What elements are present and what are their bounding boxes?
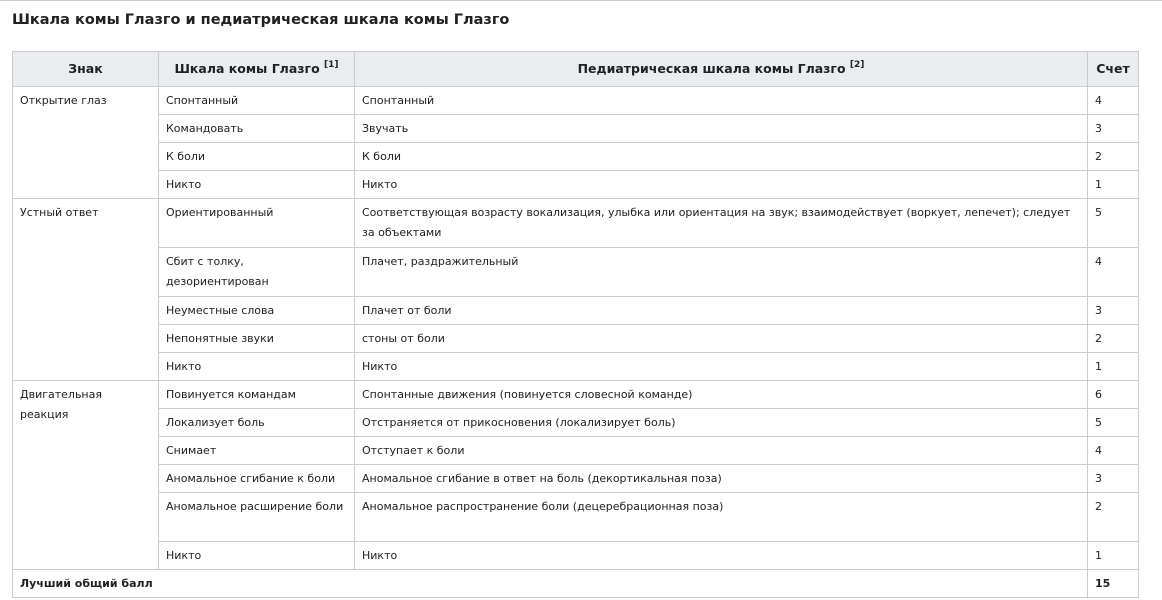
- gcs-cell: Повинуется командам: [159, 381, 355, 409]
- score-cell: 1: [1088, 171, 1139, 199]
- pgcs-cell: Соответствующая возрасту вокализация, улыбка или ориентация на звук; взаимодействует (воркует, лепечет); следует за объектами: [355, 199, 1088, 248]
- table-row: [13, 409, 1139, 437]
- table-row: [13, 199, 1139, 248]
- table-row: [13, 87, 1139, 115]
- sign-cell: Устный ответ: [13, 199, 159, 381]
- table-row: [13, 325, 1139, 353]
- gcs-cell: Командовать: [159, 115, 355, 143]
- table-row: [13, 353, 1139, 381]
- table-title: Шкала комы Глазго и педиатрическая шкала комы Глазго: [12, 12, 510, 28]
- gcs-cell: Локализует боль: [159, 409, 355, 437]
- score-cell: 2: [1088, 325, 1139, 353]
- reference-link[interactable]: [1]: [324, 60, 339, 70]
- pgcs-cell: Аномальное сгибание в ответ на боль (декортикальная поза): [355, 465, 1088, 493]
- header-score: Счет: [1088, 52, 1139, 87]
- table-row: [13, 465, 1139, 493]
- score-cell: 5: [1088, 409, 1139, 437]
- gcs-cell: Никто: [159, 171, 355, 199]
- table-row: [13, 171, 1139, 199]
- score-cell: 3: [1088, 297, 1139, 325]
- score-cell: 4: [1088, 87, 1139, 115]
- gcs-cell: К боли: [159, 143, 355, 171]
- table-row: [13, 143, 1139, 171]
- gcs-cell: Снимает: [159, 437, 355, 465]
- score-cell: 6: [1088, 381, 1139, 409]
- gcs-cell: Ориентированный: [159, 199, 355, 248]
- score-cell: 1: [1088, 353, 1139, 381]
- gcs-cell: Аномальное расширение боли: [159, 493, 355, 542]
- glasgow-coma-scale-table: [12, 51, 1139, 598]
- gcs-cell: Никто: [159, 542, 355, 570]
- pgcs-cell: Никто: [355, 542, 1088, 570]
- table-row: [13, 437, 1139, 465]
- table-row: [13, 381, 1139, 409]
- score-cell: 4: [1088, 248, 1139, 297]
- score-cell: 1: [1088, 542, 1139, 570]
- total-row: [13, 570, 1139, 598]
- sign-cell: Открытие глаз: [13, 87, 159, 199]
- gcs-cell: Сбит с толку, дезориентирован: [159, 248, 355, 297]
- pgcs-cell: Аномальное распространение боли (децеребрационная поза): [355, 493, 1088, 542]
- score-cell: 3: [1088, 465, 1139, 493]
- header-pgcs: Педиатрическая шкала комы Глазго [2]: [355, 52, 1088, 87]
- table-row: [13, 248, 1139, 297]
- table-row: [13, 542, 1139, 570]
- header-sign: Знак: [13, 52, 159, 87]
- score-cell: 2: [1088, 493, 1139, 542]
- gcs-cell: Никто: [159, 353, 355, 381]
- sign-cell: Двигательная реакция: [13, 381, 159, 570]
- total-label: Лучший общий балл: [13, 570, 1088, 598]
- header-gcs: Шкала комы Глазго [1]: [159, 52, 355, 87]
- pgcs-cell: Плачет, раздражительный: [355, 248, 1088, 297]
- pgcs-cell: К боли: [355, 143, 1088, 171]
- score-cell: 3: [1088, 115, 1139, 143]
- gcs-cell: Непонятные звуки: [159, 325, 355, 353]
- reference-link[interactable]: [2]: [849, 60, 865, 70]
- table-row: [13, 115, 1139, 143]
- pgcs-cell: Никто: [355, 353, 1088, 381]
- gcs-cell: Спонтанный: [159, 87, 355, 115]
- pgcs-cell: Спонтанный: [355, 87, 1088, 115]
- gcs-cell: Неуместные слова: [159, 297, 355, 325]
- total-score: 15: [1088, 570, 1139, 598]
- score-cell: 4: [1088, 437, 1139, 465]
- table-row: [13, 297, 1139, 325]
- pgcs-cell: Отстраняется от прикосновения (локализирует боль): [355, 409, 1088, 437]
- header-row: [13, 52, 1139, 87]
- table-row: [13, 493, 1139, 542]
- pgcs-cell: Никто: [355, 171, 1088, 199]
- pgcs-cell: стоны от боли: [355, 325, 1088, 353]
- top-divider: [0, 0, 1162, 1]
- pgcs-cell: Звучать: [355, 115, 1088, 143]
- gcs-cell: Аномальное сгибание к боли: [159, 465, 355, 493]
- pgcs-cell: Плачет от боли: [355, 297, 1088, 325]
- score-cell: 2: [1088, 143, 1139, 171]
- score-cell: 5: [1088, 199, 1139, 248]
- pgcs-cell: Спонтанные движения (повинуется словесной команде): [355, 381, 1088, 409]
- pgcs-cell: Отступает к боли: [355, 437, 1088, 465]
